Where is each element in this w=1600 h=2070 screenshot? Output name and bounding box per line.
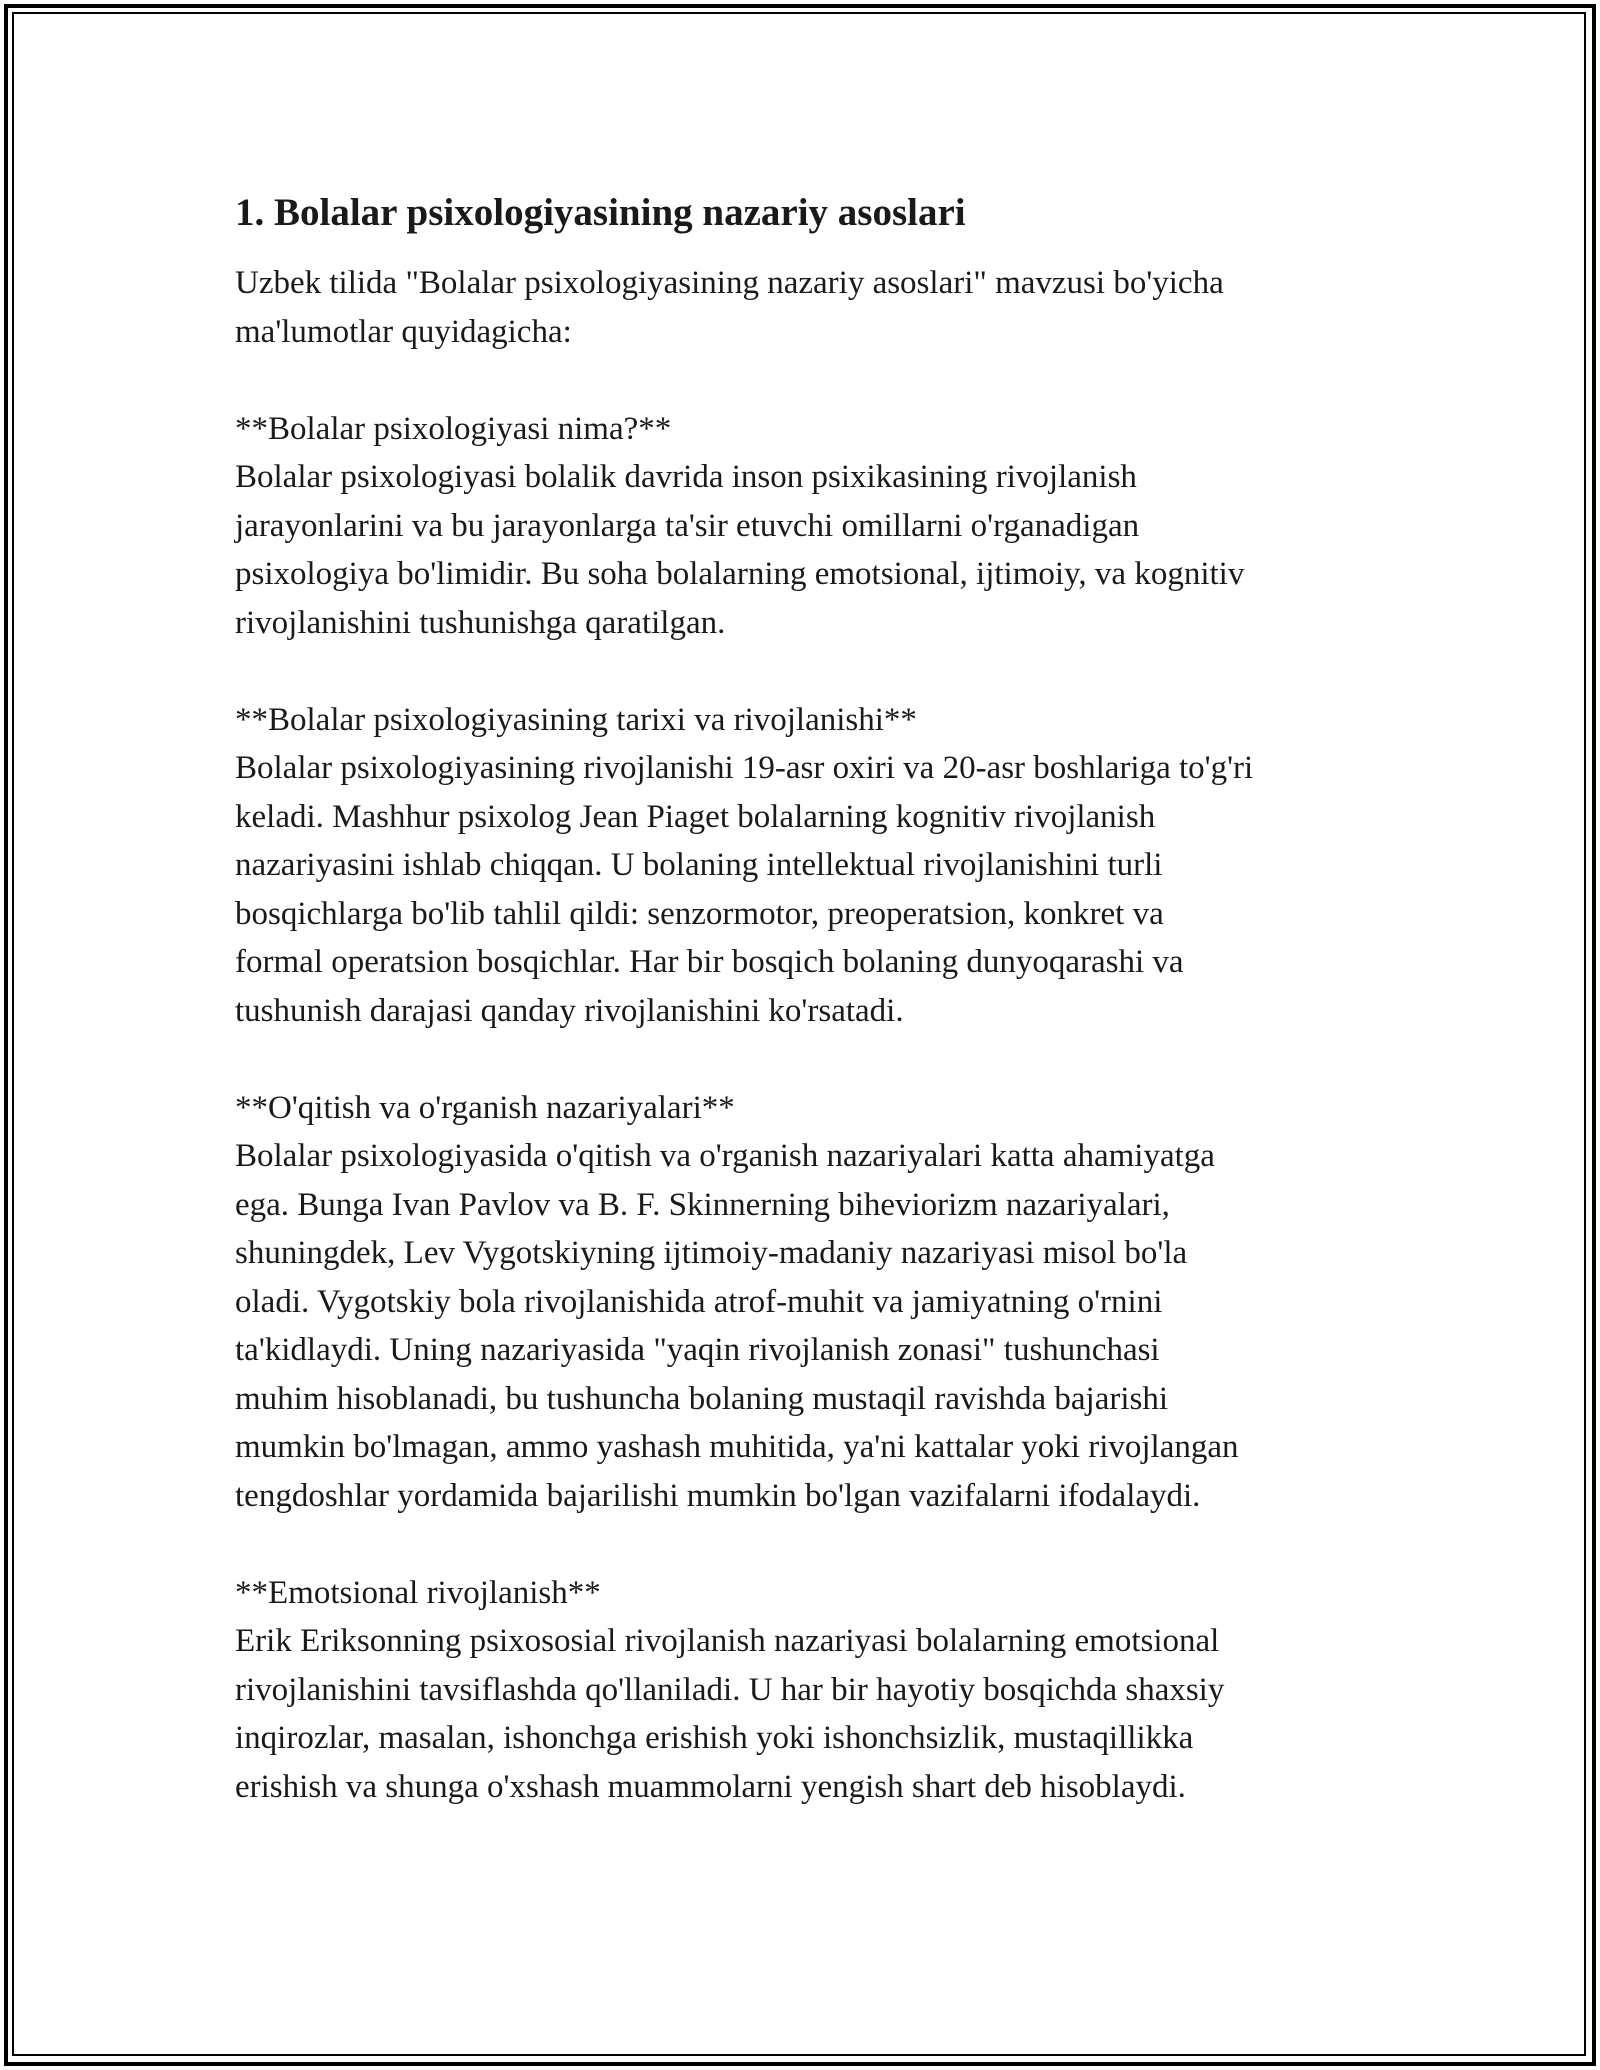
section-body: Bolalar psixologiyasining rivojlanishi 19-asr oxiri va 20-asr boshlariga to'g'ri keladi. Mashhur psixolog Jean Piaget bolalarning kognitiv rivojlanish nazariyasini ishlab chiqqan. U bolaning intellektual rivojlanishini turli bosqichlarga bo'lib tahlil qildi: senzormotor, preoperatsion, konkret va formal operatsion bosqichlar. Har bir bosqich bolaning dunyoqarashi va tushunish darajasi qanday rivojlanishini ko'rsatadi.	[235, 750, 1254, 1029]
section-history	[235, 696, 1375, 1036]
section-body: Bolalar psixologiyasida o'qitish va o'rganish nazariyalari katta ahamiyatga ega. Bunga Ivan Pavlov va B. F. Skinnerning biheviorizm nazariyalari, shuningdek, Lev Vygotskiyning ijtimoiy-madaniy nazariyasi misol bo'la oladi. Vygotskiy bola rivojlanishida atrof-muhit va jamiyatning o'rnini ta'kidlaydi. Uning nazariyasida "yaqin rivojlanish zonasi" tushunchasi muhim hisoblanadi, bu tushuncha bolaning mustaqil ravishda bajarishi mumkin bo'lmagan, ammo yashash muhitida, ya'ni kattalar yoki rivojlangan tengdoshlar yordamida bajarilishi mumkin bo'lgan vazifalarni ifodalaydi.	[235, 1138, 1239, 1514]
document-body	[235, 185, 1375, 1811]
section-heading: **O'qitish va o'rganish nazariyalari**	[235, 1089, 735, 1126]
section-heading: **Bolalar psixologiyasining tarixi va rivojlanishi**	[235, 701, 917, 738]
paragraph-gap	[235, 1520, 1375, 1569]
section-what-is	[235, 405, 1375, 648]
section-heading: **Bolalar psixologiyasi nima?**	[235, 410, 672, 447]
section-body: Erik Eriksonning psixososial rivojlanish nazariyasi bolalarning emotsional rivojlanishini tavsiflashda qo'llaniladi. U har bir hayotiy bosqichda shaxsiy inqirozlar, masalan, ishonchga erishish yoki ishonchsizlik, mustaqillikka erishish va shunga o'xshash muammolarni yengish shart deb hisoblaydi.	[235, 1623, 1225, 1805]
document-title: 1. Bolalar psixologiyasining nazariy asoslari	[235, 191, 966, 234]
paragraph-gap	[235, 647, 1375, 696]
section-emotional-development	[235, 1569, 1375, 1812]
section-heading: **Emotsional rivojlanish**	[235, 1574, 601, 1611]
paragraph-gap	[235, 356, 1375, 405]
intro-paragraph: Uzbek tilida "Bolalar psixologiyasining nazariy asoslari" mavzusi bo'yicha ma'lumotlar quyidagicha:	[235, 265, 1224, 350]
section-learning-theories	[235, 1084, 1375, 1521]
section-body: Bolalar psixologiyasi bolalik davrida inson psixikasining rivojlanish jarayonlarini va bu jarayonlarga ta'sir etuvchi omillarni o'rganadigan psixologiya bo'limidir. Bu soha bolalarning emotsional, ijtimoiy, va kognitiv rivojlanishini tushunishga qaratilgan.	[235, 459, 1245, 641]
paragraph-gap	[235, 1035, 1375, 1084]
